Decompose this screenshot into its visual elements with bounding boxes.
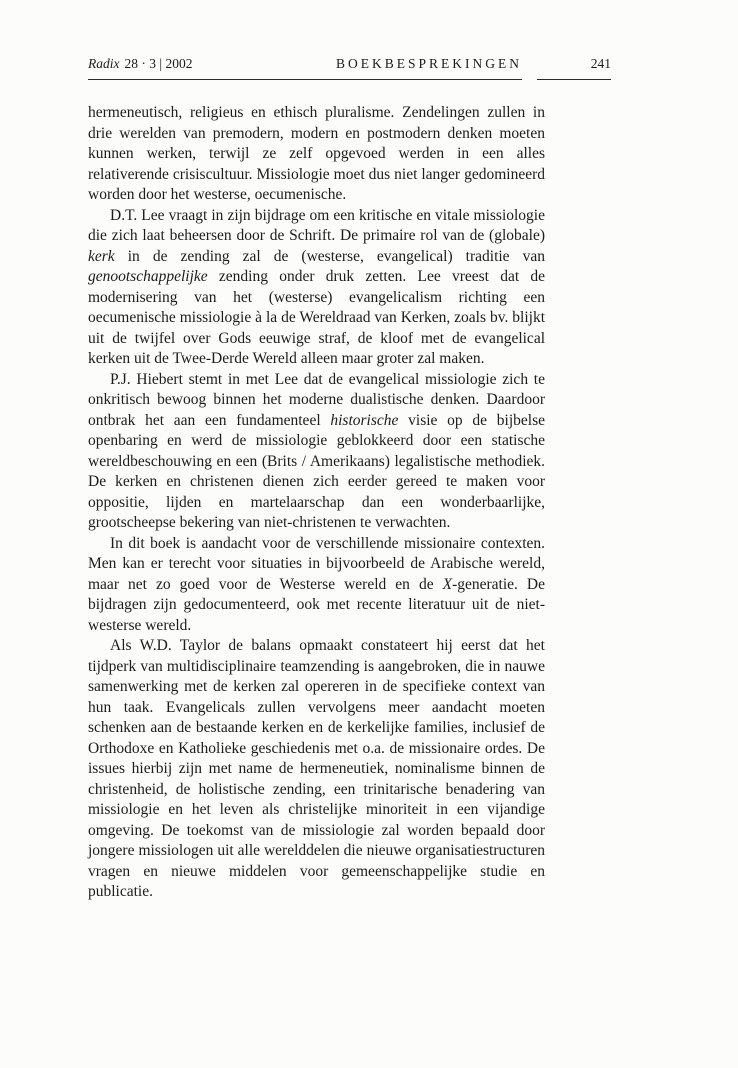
paragraph-text-run: -generatie. De bijdragen zijn gedocumenteerd, ook met recente literatuur uit de niet-westerse wereld.: [88, 575, 545, 634]
paragraph-text-run: D.T. Lee vraagt in zijn bijdrage om een kritische en vitale missiologie die zich laat beheersen door de Schrift. De primaire rol van de (globale): [88, 206, 545, 244]
paragraph: [88, 534, 545, 637]
paragraph-italic-run: genootschappelijke: [88, 268, 208, 285]
header-main-rule: [88, 56, 522, 80]
paragraph-italic-run: historische: [330, 411, 399, 429]
journal-title: Radix: [88, 56, 120, 71]
paragraph: [88, 370, 545, 534]
paragraph-text-run: hermeneutisch, religieus en ethisch pluralisme. Zendelingen zullen in drie werelden van premodern, modern en postmodern denken moeten kunnen werken, terwijl ze zelf opgevoed werden in een alles relativerende crisiscultuur. Missiologie moet dus niet langer gedomineerd worden door het westerse, oecumenische.: [88, 104, 545, 203]
journal-info: [88, 56, 192, 72]
article-body: [88, 103, 545, 903]
paragraph: [88, 206, 545, 370]
paragraph-text-run: visie op de bijbelse openbaring en werd de missiologie geblokkeerd door een statische wereldbeschouwing en een (Brits / Amerikaans) legalistische methodiek. De kerken en christenen dienen zich eerder gereed te maken voor oppositie, lijden en martelaarschap dan een wonderbaarlijke, grootscheepse bekering van niet-christenen te verwachten.: [88, 411, 545, 531]
section-title: BOEKBESPREKINGEN: [335, 56, 522, 71]
paragraph-text-run: In dit boek is aandacht voor de verschillende missionaire contexten. Men kan er terecht voor situaties in bijvoorbeeld de Arabische wereld, maar net zo goed voor de Westerse wereld en de: [88, 534, 545, 593]
paragraph: [88, 636, 545, 903]
paragraph: [88, 103, 545, 206]
paragraph-text-run: in de zending zal de (westerse, evangelical) traditie van: [114, 247, 545, 265]
paragraph-text-run: zending onder druk zetten. Lee vreest dat de modernisering van het (westerse) evangelicalism richting een oecumenische missiologie à la de Wereldraad van Kerken, zoals bv. blijkt uit de twijfel over Gods eeuwige straf, de kloof met de evangelical kerken uit de Twee-Derde Wereld alleen maar groter zal maken.: [88, 268, 545, 367]
page-header: [88, 56, 738, 80]
paragraph-italic-run: kerk: [88, 247, 115, 265]
paragraph-italic-run: X: [442, 575, 453, 593]
paragraph-text-run: Als W.D. Taylor de balans opmaakt constateert hij eerst dat het tijdperk van multidisciplinaire teamzending is aangebroken, die in nauwe samenwerking met de kerken zal opereren in de specifieke context van hun taak. Evangelicals zullen vervolgens meer aandacht moeten schenken aan de bestaande kerken en de kerkelijke families, inclusief de Orthodoxe en Katholieke geschiedenis met o.a. de missionaire ordes. De issues hierbij zijn met name de hermeneutiek, nominalisme binnen de christenheid, de holistische zending, een trinitarische benadering van missiologie en het leven als christelijke minoriteit in een vijandige omgeving. De toekomst van de missiologie zal worden bepaald door jongere missiologen uit alle werelddelen die nieuwe organisatiestructuren vragen en nieuwe middelen voor gemeenschappelijke studie en publicatie.: [88, 637, 545, 900]
issue-info: 28 · 3 | 2002: [124, 56, 193, 71]
paragraph-text-run: P.J. Hiebert stemt in met Lee dat de evangelical missiologie zich te onkritisch bewoog binnen het moderne dualistische denken. Daardoor ontbrak het aan een fundamenteel: [88, 370, 545, 429]
page-number: 241: [537, 56, 611, 80]
